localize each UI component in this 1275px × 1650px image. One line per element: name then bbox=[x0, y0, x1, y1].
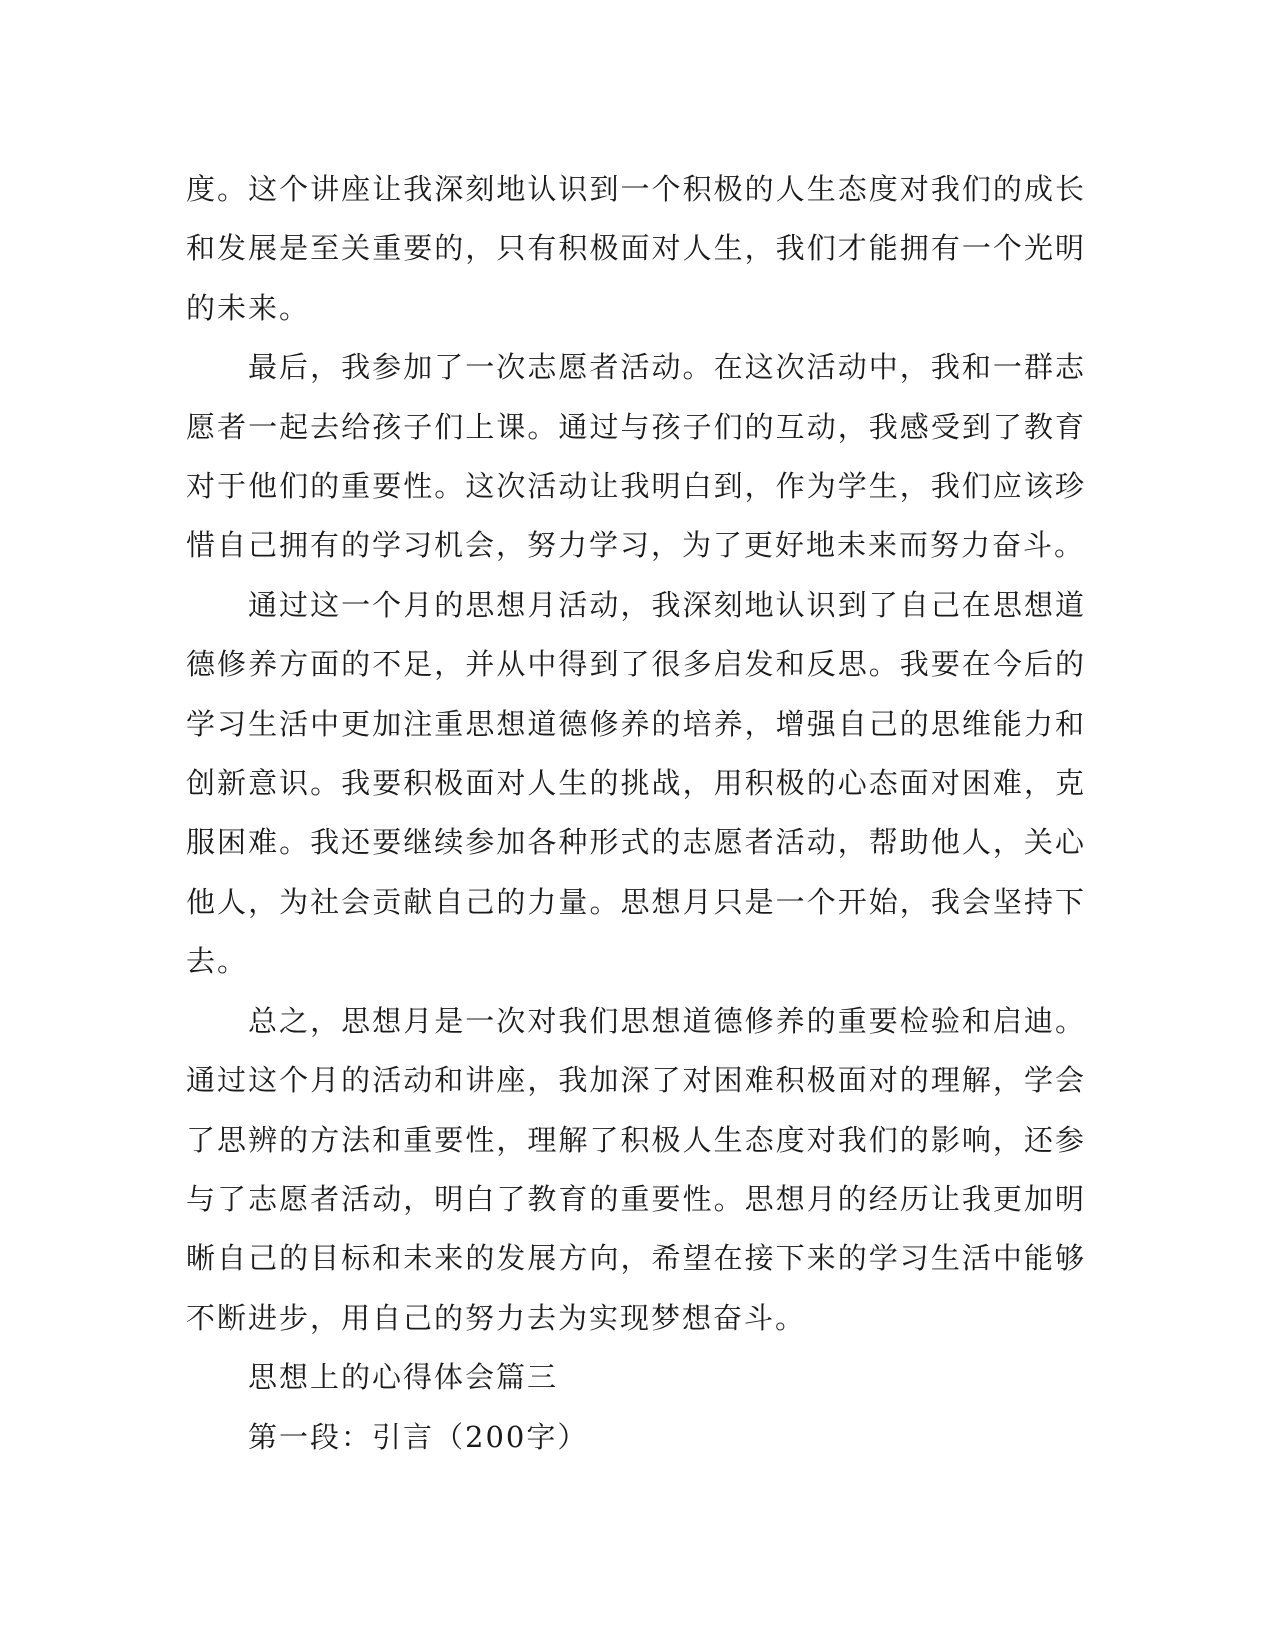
paragraph-reflection: 通过这一个月的思想月活动，我深刻地认识到了自己在思想道德修养方面的不足，并从中得到了很多启发和反思。我要在今后的学习生活中更加注重思想道德修养的培养，增强自己的思维能力和创新意识。我要积极面对人生的挑战，用积极的心态面对困难，克服困难。我还要继续参加各种形式的志愿者活动，帮助他人，关心他人，为社会贡献自己的力量。思想月只是一个开始，我会坚持下去。 bbox=[186, 587, 1086, 979]
paragraph-continuation: 度。这个讲座让我深刻地认识到一个积极的人生态度对我们的成长和发展是至关重要的，只有积极面对人生，我们才能拥有一个光明的未来。 bbox=[186, 172, 1086, 325]
document-body bbox=[186, 160, 1086, 1467]
subsection-heading: 第一段：引言（200字） bbox=[248, 1419, 589, 1454]
section-heading: 思想上的心得体会篇三 bbox=[248, 1360, 559, 1395]
paragraph-conclusion: 总之，思想月是一次对我们思想道德修养的重要检验和启迪。通过这个月的活动和讲座，我加深了对困难积极面对的理解，学会了思辨的方法和重要性，理解了积极人生态度对我们的影响，还参与了志愿者活动，明白了教育的重要性。思想月的经历让我更加明晰自己的目标和未来的发展方向，希望在接下来的学习生活中能够不断进步，用自己的努力去为实现梦想奋斗。 bbox=[186, 1003, 1086, 1335]
paragraph-volunteer-activity: 最后，我参加了一次志愿者活动。在这次活动中，我和一群志愿者一起去给孩子们上课。通过与孩子们的互动，我感受到了教育对于他们的重要性。这次活动让我明白到，作为学生，我们应该珍惜自己拥有的学习机会，努力学习，为了更好地未来而努力奋斗。 bbox=[186, 350, 1086, 563]
